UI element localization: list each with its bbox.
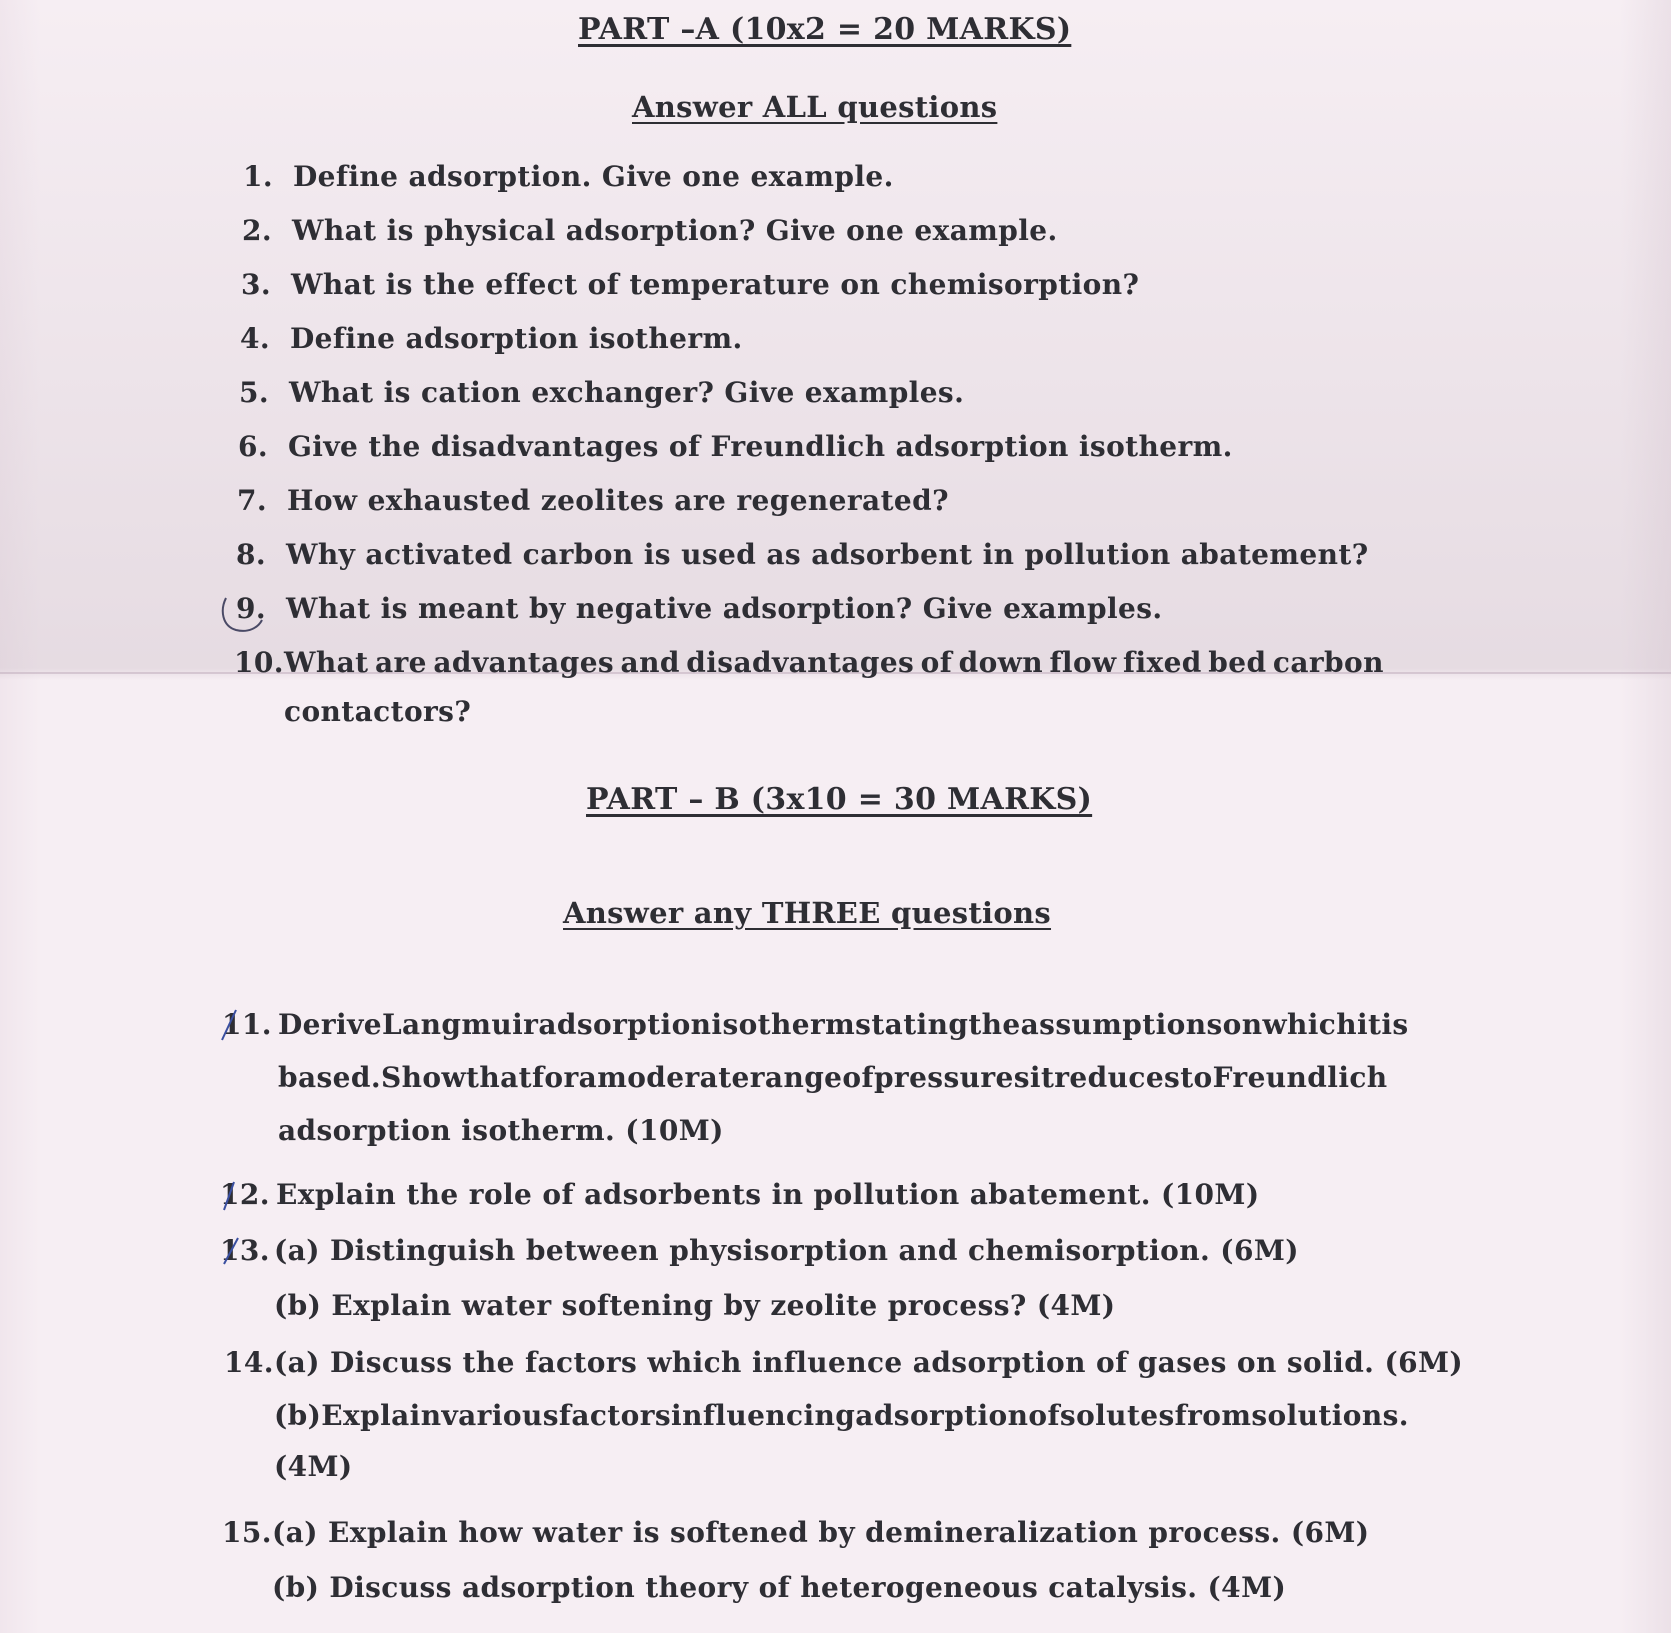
word: for [531,1061,579,1094]
word: down [958,646,1043,679]
word: to [1180,1061,1213,1094]
pen-tick-mark [218,1176,248,1216]
word: pressures [873,1061,1030,1094]
question-1 [243,160,894,193]
question-number: 13. [220,1234,270,1267]
question-text: Give the disadvantages of Freundlich adsorption isotherm. [288,430,1233,463]
word: reduces [1054,1061,1181,1094]
question-number: 12. [220,1178,270,1211]
question-number: 4. [240,322,271,355]
question-number: 15. [222,1516,272,1549]
question-11 [222,1008,1409,1147]
question-number: 10. [234,646,284,679]
question-number: 8. [236,538,267,571]
question-8 [236,538,1369,571]
question-number: 5. [239,376,270,409]
word: that [466,1061,532,1094]
question-number: 14. [224,1346,274,1379]
word: range [749,1061,843,1094]
part-a-instruction: Answer ALL questions [632,90,998,124]
word: of [1028,1399,1060,1432]
question-text-line3: adsorption isotherm. (10M) [278,1114,724,1147]
word: Explain [321,1399,442,1432]
word: Show [381,1061,466,1094]
pen-tick-mark [218,1006,248,1046]
word: fixed [1123,646,1202,679]
question-15 [222,1516,1369,1604]
word: a [578,1061,598,1094]
question-text: Define adsorption isotherm. [290,322,743,355]
word: and [620,646,680,679]
word: stating [855,1008,969,1041]
word: moderate [597,1061,750,1094]
word: adsorption [538,1008,712,1041]
question-text: Define adsorption. Give one example. [293,160,894,193]
question-14 [224,1346,1464,1483]
question-part-a: (a) Discuss the factors which influence adsorption of gases on solid. (6M) [274,1346,1464,1379]
question-4 [240,322,743,355]
word: solutes [1059,1399,1175,1432]
part-b-instruction: Answer any THREE questions [563,896,1052,930]
question-6 [238,430,1233,463]
question-text-line1 [278,1008,1409,1041]
word: flow [1049,646,1117,679]
question-text: What is cation exchanger? Give examples. [289,376,965,409]
question-part-a: (a) Distinguish between physisorption and chemisorption. (6M) [274,1234,1299,1267]
part-b-heading: PART – B (3x10 = 30 MARKS) [586,782,1093,817]
question-number: 6. [238,430,269,463]
question-part-b: (b) Discuss adsorption theory of heterogeneous catalysis. (4M) [272,1571,1287,1604]
question-text-line2 [278,1061,1388,1094]
question-number: 11. [222,1008,272,1041]
question-text-line1 [284,646,1384,679]
word: What [284,646,369,679]
question-text: What is the effect of temperature on chemisorption? [291,268,1140,301]
question-number: 7. [237,484,268,517]
question-2 [242,214,1058,247]
word: on [1222,1008,1263,1041]
word: of [920,646,953,679]
question-9 [236,592,1163,625]
word: bed [1208,646,1267,679]
question-text: What is meant by negative adsorption? Give examples. [286,592,1163,625]
word: is [1381,1008,1409,1041]
question-part-b: (b) Explain water softening by zeolite process? (4M) [274,1289,1116,1322]
question-number: 1. [243,160,274,193]
word: of [842,1061,874,1094]
part-a-heading: PART –A (10x2 = 20 MARKS) [578,12,1072,47]
word: factors [558,1399,672,1432]
word: Derive [278,1008,382,1041]
word: disadvantages [686,646,915,679]
question-number: 9. [236,592,267,625]
question-text: How exhausted zeolites are regenerated? [287,484,949,517]
question-7 [237,484,949,517]
question-part-b-line2: (4M) [274,1450,353,1483]
word: solutions. [1251,1399,1409,1432]
question-text: What is physical adsorption? Give one example. [292,214,1058,247]
word: are [374,646,427,679]
question-number: 2. [242,214,273,247]
word: assumptions [1020,1008,1223,1041]
word: (b) [274,1399,322,1432]
word: it [1357,1008,1382,1041]
question-3 [241,268,1139,301]
pen-circle-mark [218,590,270,638]
question-part-a: (a) Explain how water is softened by demineralization process. (6M) [272,1516,1370,1549]
word: based. [278,1061,382,1094]
question-text-line2: contactors? [284,695,472,728]
word: Freundlich [1212,1061,1388,1094]
pen-tick-mark [220,1232,250,1272]
question-10 [234,646,1384,728]
question-13 [220,1234,1299,1322]
word: advantages [433,646,615,679]
question-12 [220,1178,1259,1211]
word: from [1174,1399,1252,1432]
word: various [441,1399,559,1432]
word: it [1029,1061,1055,1094]
word: influencing [671,1399,856,1432]
word: isotherm [711,1008,856,1041]
question-text: Explain the role of adsorbents in pollution abatement. (10M) [276,1178,1260,1211]
question-number: 3. [241,268,272,301]
word: which [1262,1008,1357,1041]
word: adsorption [855,1399,1029,1432]
word: carbon [1272,646,1384,679]
word: Langmuir [381,1008,539,1041]
question-part-b [274,1399,1409,1432]
question-text: Why activated carbon is used as adsorbent in pollution abatement? [286,538,1369,571]
word: the [968,1008,1021,1041]
question-5 [239,376,964,409]
